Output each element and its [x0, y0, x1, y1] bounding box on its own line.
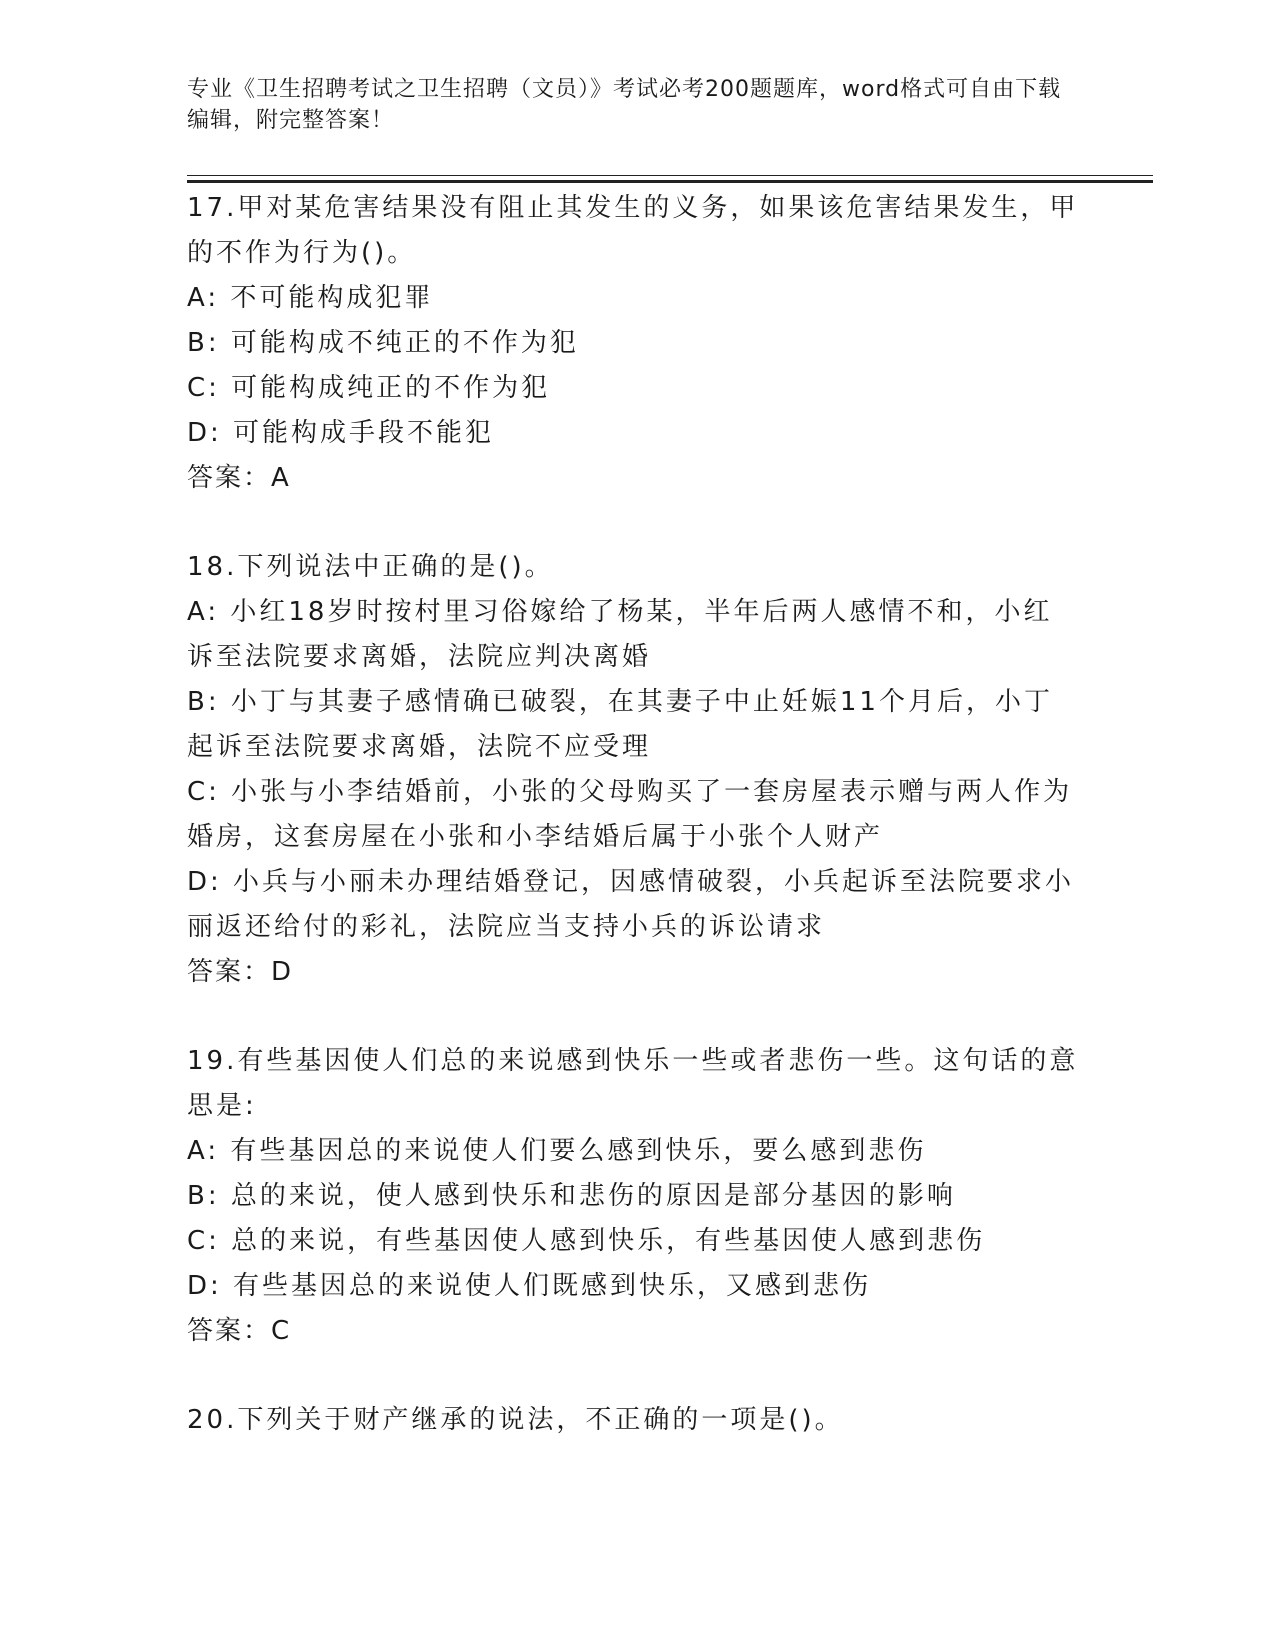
question-stem: 20.下列关于财产继承的说法，不正确的一项是()。: [187, 1405, 844, 1435]
option-d: D: 有些基因总的来说使人们既感到快乐，又感到悲伤: [187, 1271, 872, 1301]
question-stem: 17.甲对某危害结果没有阻止其发生的义务，如果该危害结果发生，甲: [187, 193, 1079, 223]
option-d: D: 小兵与小丽未办理结婚登记，因感情破裂，小兵起诉至法院要求小: [187, 867, 1075, 897]
option-c: C: 小张与小李结婚前，小张的父母购买了一套房屋表示赠与两人作为: [187, 777, 1073, 807]
question-stem: 思是:: [187, 1091, 257, 1121]
option-a: A: 小红18岁时按村里习俗嫁给了杨某，半年后两人感情不和，小红: [187, 597, 1053, 627]
header-intro: 专业《卫生招聘考试之卫生招聘（文员）》考试必考200题题库，word格式可自由下载编辑，附完整答案！: [187, 77, 1062, 133]
option-d-continued: 丽返还给付的彩礼，法院应当支持小兵的诉讼请求: [187, 912, 826, 942]
answer-label: 答案：A: [187, 463, 291, 493]
question-list: [187, 186, 1087, 1487]
option-c-continued: 婚房，这套房屋在小张和小李结婚后属于小张个人财产: [187, 822, 884, 852]
option-b: B: 可能构成不纯正的不作为犯: [187, 328, 579, 358]
question-stem: 19.有些基因使人们总的来说感到快乐一些或者悲伤一些。这句话的意: [187, 1046, 1079, 1076]
option-d: D: 可能构成手段不能犯: [187, 418, 495, 448]
option-b: B: 总的来说，使人感到快乐和悲伤的原因是部分基因的影响: [187, 1181, 956, 1211]
option-a-continued: 诉至法院要求离婚，法院应判决离婚: [187, 642, 652, 672]
option-a: A: 有些基因总的来说使人们要么感到快乐，要么感到悲伤: [187, 1136, 927, 1166]
option-c: C: 总的来说，有些基因使人感到快乐，有些基因使人感到悲伤: [187, 1226, 986, 1256]
header-divider-thin: [187, 175, 1153, 176]
question-18: [187, 545, 1087, 995]
answer-label: 答案：C: [187, 1316, 292, 1346]
question-19: [187, 1039, 1087, 1354]
answer-label: 答案：D: [187, 957, 294, 987]
question-20: [187, 1398, 1087, 1443]
header-divider-thick: [187, 180, 1153, 183]
question-stem: 18.下列说法中正确的是()。: [187, 552, 554, 582]
option-c: C: 可能构成纯正的不作为犯: [187, 373, 551, 403]
question-17: [187, 186, 1087, 501]
option-b-continued: 起诉至法院要求离婚，法院不应受理: [187, 732, 652, 762]
option-b: B: 小丁与其妻子感情确已破裂，在其妻子中止妊娠11个月后，小丁: [187, 687, 1053, 717]
option-a: A: 不可能构成犯罪: [187, 283, 434, 313]
question-stem: 的不作为行为()。: [187, 238, 417, 268]
